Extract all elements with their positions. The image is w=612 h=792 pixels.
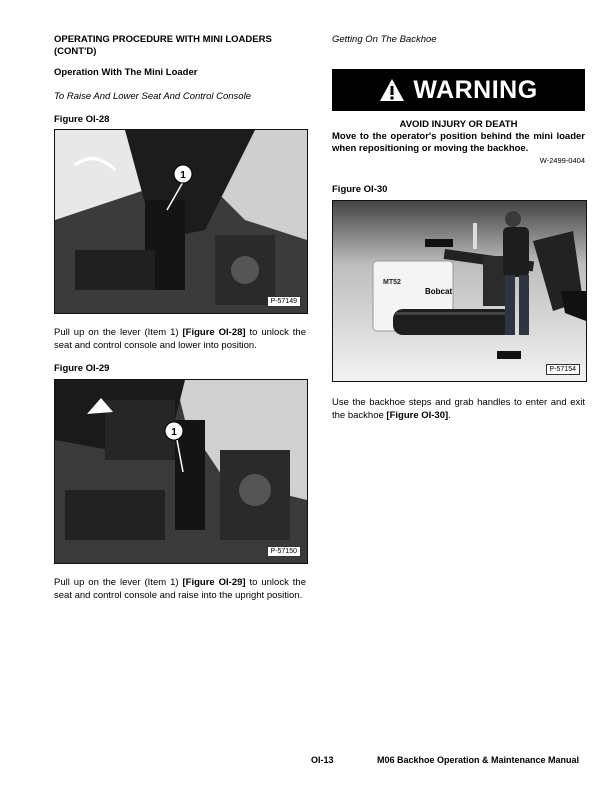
italic-title-right: Getting On The Backhoe — [332, 34, 437, 45]
manual-title: M06 Backhoe Operation & Maintenance Manual — [377, 755, 580, 765]
figure-ref: [Figure OI-30] — [386, 410, 449, 421]
seat-lever-photo-lower — [55, 130, 307, 313]
figure-oi29 — [54, 379, 308, 564]
figure-ref: [Figure OI-29] — [182, 577, 246, 588]
figure-label-oi30: Figure OI-30 — [332, 184, 388, 195]
paragraph-backhoe: Use the backhoe steps and grab handles to enter and exit the backhoe [Figure OI-30]. — [332, 397, 585, 421]
figure-label-oi29: Figure OI-29 — [54, 363, 110, 374]
page-number: OI-13 — [311, 755, 334, 765]
paragraph-raise: Pull up on the lever (Item 1) [Figure OI-29] to unlock the seat and control console and raise into the upright position. — [54, 577, 306, 601]
operator-backhoe-photo — [333, 201, 586, 381]
warning-label: WARNING — [413, 75, 538, 104]
callout-1: 1 — [180, 170, 186, 181]
warning-title: AVOID INJURY OR DEATH — [399, 119, 518, 130]
warning-code: W-2499-0404 — [539, 156, 585, 165]
machine-brand-label: Bobcat — [425, 287, 453, 296]
paragraph-lower: Pull up on the lever (Item 1) [Figure OI-28] to unlock the seat and control console and lower into position. — [54, 327, 306, 351]
warning-triangle-icon — [379, 78, 405, 102]
warning-banner — [332, 69, 585, 111]
subheading: Operation With The Mini Loader — [54, 67, 198, 78]
figure-oi30 — [332, 200, 587, 382]
figure-ref: [Figure OI-28] — [182, 327, 246, 338]
seat-lever-photo-raise — [55, 380, 307, 563]
section-heading: OPERATING PROCEDURE WITH MINI LOADERS (CONT'D) — [54, 34, 272, 57]
italic-title: To Raise And Lower Seat And Control Console — [54, 91, 251, 102]
figure-code: P-57149 — [267, 296, 301, 307]
warning-text: Move to the operator's position behind the mini loader when repositioning or moving the backhoe. — [332, 131, 585, 154]
figure-oi28 — [54, 129, 308, 314]
callout-1: 1 — [171, 427, 177, 438]
figure-code: P-57150 — [267, 546, 301, 557]
machine-model-label: MT52 — [383, 279, 401, 286]
figure-code: P-57154 — [546, 364, 580, 375]
figure-label-oi28: Figure OI-28 — [54, 114, 110, 125]
